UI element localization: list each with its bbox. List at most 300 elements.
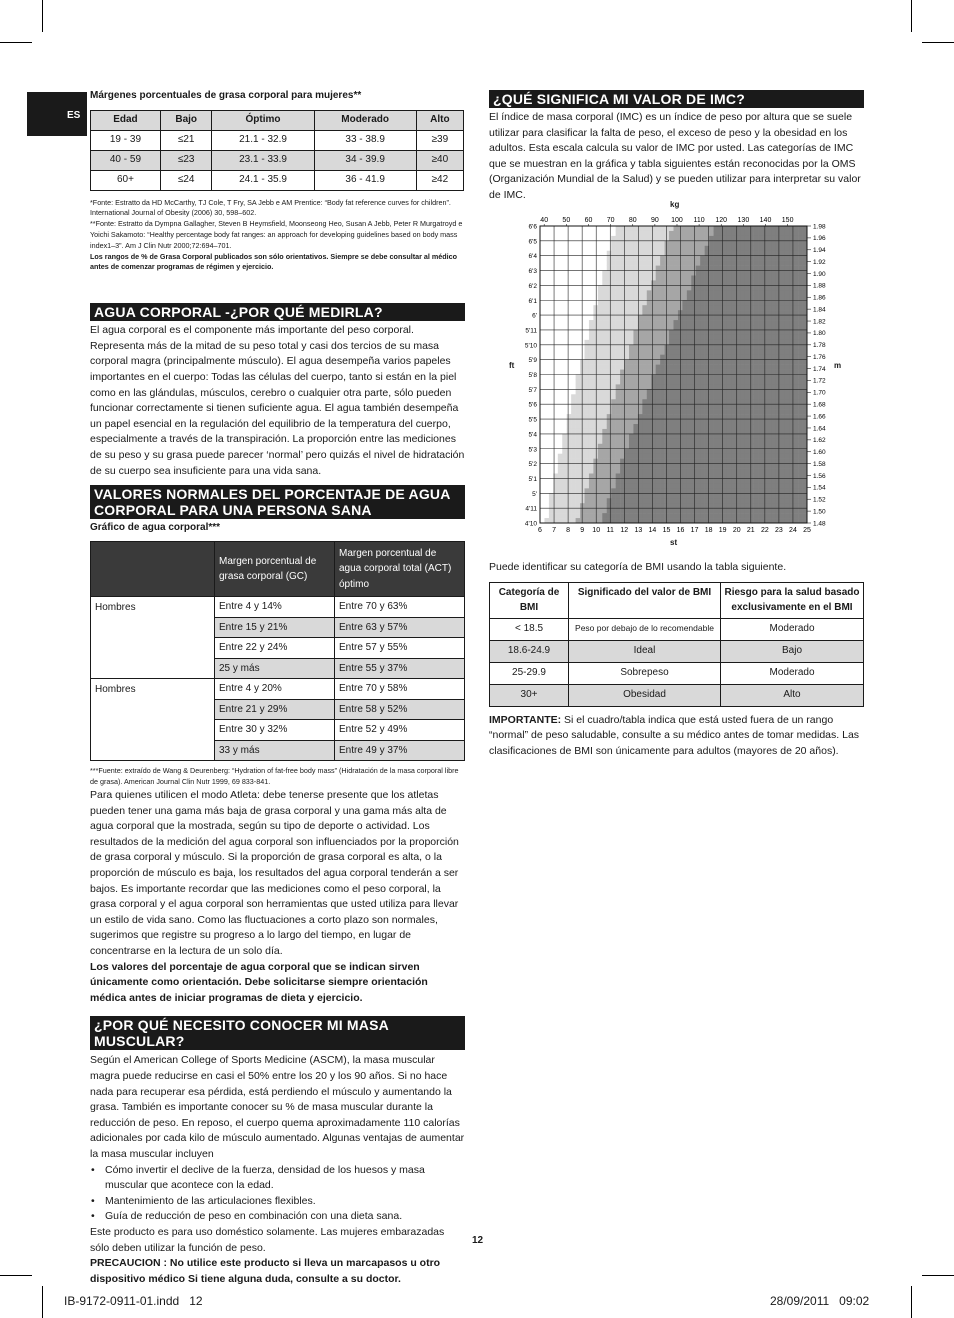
bmi-band-cell (665, 280, 670, 285)
bmi-band-cell (785, 280, 790, 285)
bmi-band-cell (651, 419, 656, 424)
bmi-band-cell (602, 310, 607, 315)
bmi-band-cell (669, 290, 674, 295)
bmi-band-cell (687, 483, 692, 488)
bmi-band-cell (602, 236, 607, 241)
bmi-band-cell (771, 379, 776, 384)
bmi-band-cell (718, 444, 723, 449)
bmi-band-cell (709, 384, 714, 389)
bmi-band-cell (616, 315, 621, 320)
bmi-band-cell (696, 508, 701, 513)
bmi-band-cell (567, 508, 572, 513)
bmi-band-cell (767, 469, 772, 474)
bmi-band-cell (780, 285, 785, 290)
bmi-band-cell (629, 231, 634, 236)
bmi-band-cell (651, 231, 656, 236)
bmi-band-cell (727, 459, 732, 464)
bmi-band-cell (611, 350, 616, 355)
bmi-band-cell (687, 478, 692, 483)
bmi-band-cell (740, 449, 745, 454)
bmi-band-cell (691, 454, 696, 459)
bmi-band-cell (754, 271, 759, 276)
fat-table (90, 110, 464, 191)
bmi-band-cell (651, 276, 656, 281)
bmi-band-cell (714, 434, 719, 439)
bmi-band-cell (625, 300, 630, 305)
bmi-band-cell (740, 271, 745, 276)
bmi-band-cell (785, 439, 790, 444)
bmi-band-cell (544, 350, 549, 355)
bmi-band-cell (758, 295, 763, 300)
bmi-band-cell (585, 320, 590, 325)
bmi-band-cell (544, 399, 549, 404)
bmi-band-cell (602, 409, 607, 414)
bmi-band-cell (700, 488, 705, 493)
bmi-band-cell (629, 285, 634, 290)
bmi-band-cell (669, 394, 674, 399)
bmi-band-cell (656, 226, 661, 231)
bmi-band-cell (709, 459, 714, 464)
bmi-band-cell (767, 236, 772, 241)
bmi-band-cell (665, 434, 670, 439)
bmi-band-cell (794, 330, 799, 335)
bmi-band-cell (665, 295, 670, 300)
bmi-band-cell (607, 379, 612, 384)
bmi-band-cell (745, 404, 750, 409)
bmi-band-cell (549, 429, 554, 434)
bmi-band-cell (669, 365, 674, 370)
bmi-band-cell (776, 256, 781, 261)
bmi-band-cell (687, 379, 692, 384)
bmi-band-cell (776, 483, 781, 488)
bmi-band-cell (647, 271, 652, 276)
bmi-band-cell (611, 335, 616, 340)
bmi-band-cell (598, 370, 603, 375)
bmi-band-cell (647, 241, 652, 246)
bmi-band-cell (691, 384, 696, 389)
bmi-band-cell (633, 493, 638, 498)
bmi-band-cell (709, 261, 714, 266)
bmi-band-cell (691, 493, 696, 498)
bmi-band-cell (633, 320, 638, 325)
bmi-band-cell (749, 414, 754, 419)
bmi-band-cell (785, 236, 790, 241)
bmi-band-cell (745, 424, 750, 429)
bmi-band-cell (611, 493, 616, 498)
bmi-band-cell (740, 375, 745, 380)
bmi-band-cell (696, 226, 701, 231)
bmi-band-cell (611, 276, 616, 281)
bmi-band-cell (576, 483, 581, 488)
bmi-band-cell (642, 370, 647, 375)
bmi-band-cell (593, 409, 598, 414)
ft-tick: 5'6 (528, 401, 537, 409)
bmi-band-cell (758, 266, 763, 271)
bmi-band-cell (731, 508, 736, 513)
bmi-band-cell (665, 226, 670, 231)
domestic-text: Este producto es para uso doméstico solamente. Las mujeres embarazadas sólo deben utilizar la función de peso. (90, 1225, 445, 1254)
bmi-band-cell (607, 266, 612, 271)
bmi-band-cell (758, 439, 763, 444)
bmi-band-cell (749, 513, 754, 518)
bmi-band-cell (660, 285, 665, 290)
bmi-band-cell (593, 350, 598, 355)
bmi-band-cell (598, 241, 603, 246)
bmi-band-cell (616, 290, 621, 295)
bmi-band-cell (669, 449, 674, 454)
table-cell: Entre 57 y 55% (335, 638, 465, 659)
bmi-band-cell (651, 300, 656, 305)
bmi-band-cell (549, 310, 554, 315)
bmi-band-cell (571, 271, 576, 276)
bmi-band-cell (727, 399, 732, 404)
bmi-band-cell (602, 404, 607, 409)
bmi-band-cell (611, 483, 616, 488)
st-tick: 9 (580, 527, 585, 534)
bmi-band-cell (718, 236, 723, 241)
bmi-band-cell (767, 310, 772, 315)
bmi-band-cell (656, 375, 661, 380)
bmi-band-cell (722, 276, 727, 281)
bmi-band-cell (544, 246, 549, 251)
bmi-band-cell (607, 345, 612, 350)
bmi-band-cell (616, 266, 621, 271)
bmi-band-cell (562, 394, 567, 399)
bmi-band-cell (794, 503, 799, 508)
bmi-band-cell (544, 300, 549, 305)
bmi-band-cell (567, 320, 572, 325)
bmi-band-cell (616, 261, 621, 266)
bmi-band-cell (665, 503, 670, 508)
bmi-band-cell (633, 414, 638, 419)
bmi-band-cell (722, 241, 727, 246)
bmi-band-cell (700, 285, 705, 290)
bmi-band-cell (567, 449, 572, 454)
bmi-band-cell (549, 439, 554, 444)
bmi-band-cell (549, 305, 554, 310)
bmi-band-cell (709, 251, 714, 256)
bmi-band-cell (696, 384, 701, 389)
bmi-band-cell (709, 444, 714, 449)
bmi-band-cell (567, 305, 572, 310)
table-row (490, 618, 864, 640)
bmi-band-cell (700, 503, 705, 508)
table-cell: Entre 58 y 52% (335, 699, 465, 720)
bmi-band-cell (562, 290, 567, 295)
bmi-band-cell (544, 256, 549, 261)
bmi-band-cell (585, 404, 590, 409)
bmi-band-cell (549, 469, 554, 474)
bmi-band-cell (696, 439, 701, 444)
water-source-note: ***Fuente: extraído de Wang & Deurenberg: “Hydration of fat-free body mass” (Hidratación de la masa corporal libre de grasa). American Journal Clin Nutr 1999, 69 833-841. (90, 766, 459, 787)
m-tick: 1.56 (813, 472, 826, 480)
bmi-band-cell (696, 335, 701, 340)
bmi-band-cell (629, 513, 634, 518)
bmi-band-cell (785, 241, 790, 246)
bmi-band-cell (642, 409, 647, 414)
bmi-band-cell (745, 434, 750, 439)
bmi-band-cell (616, 355, 621, 360)
bmi-band-cell (611, 474, 616, 479)
bmi-band-cell (691, 231, 696, 236)
bmi-band-cell (709, 266, 714, 271)
bmi-band-cell (691, 246, 696, 251)
bmi-band-cell (593, 444, 598, 449)
bmi-band-cell (749, 360, 754, 365)
bmi-band-cell (785, 469, 790, 474)
bmi-band-cell (633, 375, 638, 380)
bmi-band-cell (700, 449, 705, 454)
bmi-band-cell (740, 478, 745, 483)
bmi-band-cell (633, 325, 638, 330)
table-row (91, 679, 465, 700)
bmi-band-cell (758, 340, 763, 345)
bmi-band-cell (771, 439, 776, 444)
bmi-band-cell (776, 350, 781, 355)
bmi-band-cell (767, 261, 772, 266)
bmi-band-cell (709, 231, 714, 236)
bmi-band-cell (607, 365, 612, 370)
bmi-band-cell (593, 394, 598, 399)
bmi-band-cell (718, 256, 723, 261)
bmi-band-cell (549, 315, 554, 320)
bmi-band-cell (696, 375, 701, 380)
bmi-band-cell (589, 335, 594, 340)
bmi-band-cell (651, 429, 656, 434)
bmi-band-cell (544, 429, 549, 434)
bmi-band-cell (740, 290, 745, 295)
bmi-band-cell (585, 280, 590, 285)
bmi-band-cell (647, 350, 652, 355)
bmi-band-cell (696, 280, 701, 285)
bmi-band-cell (669, 280, 674, 285)
bmi-band-cell (749, 488, 754, 493)
bmi-band-cell (576, 508, 581, 513)
bmi-band-cell (687, 454, 692, 459)
bmi-band-cell (567, 384, 572, 389)
bmi-band-cell (611, 503, 616, 508)
bmi-band-cell (731, 469, 736, 474)
bmi-band-cell (656, 459, 661, 464)
bmi-band-cell (669, 315, 674, 320)
bmi-band-cell (651, 315, 656, 320)
bmi-band-cell (616, 295, 621, 300)
bmi-band-cell (691, 469, 696, 474)
bmi-band-cell (727, 325, 732, 330)
bmi-band-cell (696, 310, 701, 315)
bmi-band-cell (571, 350, 576, 355)
bmi-band-cell (718, 246, 723, 251)
bmi-band-cell (576, 379, 581, 384)
bmi-band-cell (714, 355, 719, 360)
bmi-band-cell (718, 370, 723, 375)
bmi-band-cell (749, 508, 754, 513)
bmi-band-cell (682, 464, 687, 469)
bmi-band-cell (549, 483, 554, 488)
bmi-band-cell (771, 513, 776, 518)
bmi-band-cell (771, 360, 776, 365)
bmi-band-cell (669, 513, 674, 518)
bmi-band-cell (722, 256, 727, 261)
bmi-band-cell (571, 488, 576, 493)
bmi-band-cell (722, 290, 727, 295)
bmi-band-cell (714, 261, 719, 266)
bmi-band-cell (714, 325, 719, 330)
bmi-band-cell (691, 305, 696, 310)
bmi-band-cell (607, 498, 612, 503)
muscle-text: Según el American College of Sports Medicine (ASCM), la masa muscular magra puede reducirse en casi el 50% entre los 20 y los 90 años. Si no hace nada para recuperar esa pérdida, está perdiendo el músculo y aumentando la grasa. También es importante conocer su % de masa muscular durante la reducción de peso. En reposo, el cuerpo quema aproximadamente 110 calorías adicionales por cada kilo de músculo aumentado. Algunas ventajas de aumentar la masa muscular incluyen (90, 1054, 465, 1160)
bmi-band-cell (598, 231, 603, 236)
bmi-band-cell (656, 399, 661, 404)
bmi-band-cell (740, 389, 745, 394)
bmi-band-cell (562, 444, 567, 449)
bmi-band-cell (745, 345, 750, 350)
bmi-band-cell (585, 231, 590, 236)
bmi-band-cell (571, 399, 576, 404)
bmi-band-cell (625, 335, 630, 340)
bmi-band-cell (776, 305, 781, 310)
kg-tick: 90 (650, 217, 659, 224)
bmi-band-cell (607, 508, 612, 513)
bmi-band-cell (562, 424, 567, 429)
ft-tick: 5'2 (528, 461, 537, 469)
bmi-band-cell (709, 389, 714, 394)
bmi-band-cell (780, 325, 785, 330)
bmi-band-cell (602, 246, 607, 251)
bmi-band-cell (647, 375, 652, 380)
bmi-band-cell (714, 241, 719, 246)
bmi-band-cell (544, 449, 549, 454)
bmi-band-cell (607, 325, 612, 330)
bmi-band-cell (589, 498, 594, 503)
bmi-band-cell (616, 414, 621, 419)
bmi-band-cell (674, 508, 679, 513)
bmi-band-cell (660, 231, 665, 236)
bmi-band-cell (607, 315, 612, 320)
bmi-band-cell (558, 325, 563, 330)
bmi-band-cell (682, 340, 687, 345)
bmi-band-cell (544, 290, 549, 295)
bmi-band-cell (625, 246, 630, 251)
bmi-band-cell (665, 389, 670, 394)
bmi-band-cell (727, 444, 732, 449)
bmi-band-cell (700, 513, 705, 518)
bmi-band-cell (718, 350, 723, 355)
bmi-band-cell (767, 340, 772, 345)
bmi-band-cell (544, 459, 549, 464)
bmi-band-cell (674, 469, 679, 474)
bmi-band-cell (558, 305, 563, 310)
bmi-band-cell (660, 454, 665, 459)
bmi-band-cell (576, 503, 581, 508)
bmi-band-cell (754, 454, 759, 459)
bmi-band-cell (629, 330, 634, 335)
bmi-band-cell (794, 246, 799, 251)
bmi-band-cell (709, 310, 714, 315)
bmi-band-cell (674, 266, 679, 271)
bmi-band-cell (696, 379, 701, 384)
bmi-band-cell (745, 449, 750, 454)
bmi-band-cell (798, 365, 803, 370)
bmi-band-cell (633, 231, 638, 236)
bmi-band-cell (731, 251, 736, 256)
bmi-band-cell (780, 266, 785, 271)
bmi-band-cell (771, 464, 776, 469)
bmi-band-cell (767, 325, 772, 330)
bmi-band-cell (651, 285, 656, 290)
bmi-band-cell (754, 370, 759, 375)
bmi-band-cell (629, 271, 634, 276)
bmi-band-cell (651, 478, 656, 483)
bmi-band-cell (798, 439, 803, 444)
bmi-band-cell (656, 454, 661, 459)
bmi-band-cell (674, 370, 679, 375)
bmi-band-cell (687, 231, 692, 236)
bmi-band-cell (576, 409, 581, 414)
bmi-band-cell (625, 469, 630, 474)
bmi-band-cell (758, 256, 763, 261)
bmi-band-cell (794, 379, 799, 384)
bmi-band-cell (754, 513, 759, 518)
bmi-band-cell (758, 384, 763, 389)
bmi-band-cell (616, 256, 621, 261)
bmi-band-cell (598, 365, 603, 370)
bmi-band-cell (589, 276, 594, 281)
bmi-band-cell (651, 330, 656, 335)
bmi-band-cell (691, 261, 696, 266)
bmi-band-cell (665, 399, 670, 404)
bmi-band-cell (598, 335, 603, 340)
bmi-band-cell (754, 320, 759, 325)
ft-tick: 5'1 (528, 475, 537, 483)
bmi-band-cell (767, 345, 772, 350)
bmi-band-cell (687, 295, 692, 300)
bmi-band-cell (656, 271, 661, 276)
bmi-band-cell (674, 449, 679, 454)
bmi-band-cell (633, 469, 638, 474)
bmi-band-cell (625, 236, 630, 241)
bmi-band-cell (682, 370, 687, 375)
bmi-band-cell (651, 409, 656, 414)
bmi-band-cell (758, 419, 763, 424)
bmi-grid-svg (500, 198, 850, 550)
bmi-band-cell (749, 266, 754, 271)
bmi-band-cell (682, 404, 687, 409)
bmi-band-cell (585, 310, 590, 315)
bmi-band-cell (647, 439, 652, 444)
bmi-band-cell (633, 478, 638, 483)
bmi-band-cell (585, 290, 590, 295)
bmi-band-cell (714, 310, 719, 315)
bmi-band-cell (785, 449, 790, 454)
bmi-band-cell (780, 414, 785, 419)
bmi-band-cell (625, 419, 630, 424)
bmi-band-cell (616, 469, 621, 474)
bmi-band-cell (544, 305, 549, 310)
bmi-band-cell (798, 295, 803, 300)
bmi-band-cell (607, 280, 612, 285)
bmi-band-cell (656, 429, 661, 434)
bmi-band-cell (651, 236, 656, 241)
bmi-band-cell (798, 305, 803, 310)
bmi-band-cell (651, 246, 656, 251)
bmi-band-cell (682, 498, 687, 503)
bmi-band-cell (754, 399, 759, 404)
bmi-band-cell (540, 478, 545, 483)
bmi-band-cell (687, 251, 692, 256)
bmi-band-cell (607, 419, 612, 424)
bmi-band-cell (647, 261, 652, 266)
